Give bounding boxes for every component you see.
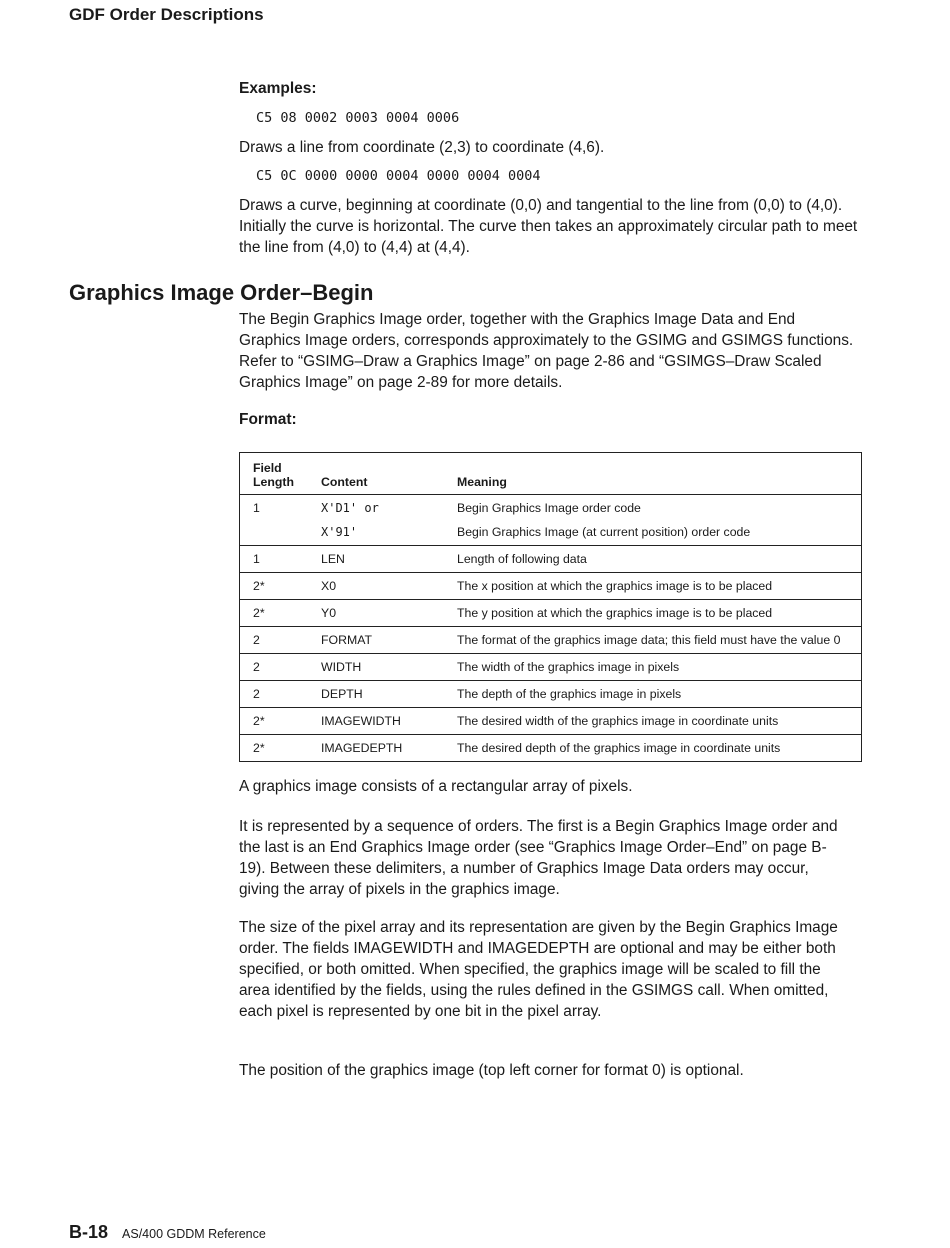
cell-meaning: The depth of the graphics image in pixels xyxy=(444,681,862,708)
example-desc-1: Draws a line from coordinate (2,3) to coordinate (4,6). xyxy=(239,139,605,156)
body-paragraph-1: A graphics image consists of a rectangular array of pixels. xyxy=(239,778,633,795)
table-row xyxy=(240,708,862,735)
cell-length: 2* xyxy=(240,600,309,627)
cell-length: 1 xyxy=(240,495,309,546)
cell-content: Y0 xyxy=(308,600,444,627)
cell-content: WIDTH xyxy=(308,654,444,681)
example-desc-2: Draws a curve, beginning at coordinate (0,0) and tangential to the line from (0,0) to (4,0). Initially the curve is horizontal. The curve then takes an approximately circular path to meet the line from (4,0) to (4,4) at (4,4). xyxy=(239,197,858,256)
cell-length: 2 xyxy=(240,654,309,681)
cell-meaning: The width of the graphics image in pixels xyxy=(444,654,862,681)
cell-meaning: The desired width of the graphics image in coordinate units xyxy=(444,708,862,735)
cell-meaning: The format of the graphics image data; this field must have the value 0 xyxy=(444,627,862,654)
cell-content: LEN xyxy=(308,546,444,573)
table-row xyxy=(240,495,862,546)
cell-content: DEPTH xyxy=(308,681,444,708)
cell-length: 2 xyxy=(240,627,309,654)
table-row xyxy=(240,600,862,627)
cell-length: 2 xyxy=(240,681,309,708)
header-field-length-line1: Field xyxy=(253,461,282,475)
example-code-2: C5 0C 0000 0000 0004 0000 0004 0004 xyxy=(256,168,541,184)
cell-meaning: The y position at which the graphics image is to be placed xyxy=(444,600,862,627)
cell-meaning-line1: Begin Graphics Image order code xyxy=(457,501,641,515)
table-row xyxy=(240,681,862,708)
cell-length: 1 xyxy=(240,546,309,573)
cell-meaning: The x position at which the graphics image is to be placed xyxy=(444,573,862,600)
examples-heading xyxy=(239,80,864,98)
cell-length: 2* xyxy=(240,708,309,735)
body-paragraph-2: It is represented by a sequence of orders. The first is a Begin Graphics Image order and the last is an End Graphics Image order (see “Graphics Image Order–End” on page B-19). Between these delimiters, a number of Graphics Image Data orders may occur, giving the array of pixels in the graphics image. xyxy=(239,818,838,898)
cell-meaning xyxy=(444,495,862,546)
header-field-length xyxy=(240,453,309,495)
format-heading: Format: xyxy=(239,411,297,428)
page-footer xyxy=(69,1222,266,1243)
header-meaning: Meaning xyxy=(444,453,862,495)
format-table xyxy=(239,452,862,762)
cell-meaning-line2: Begin Graphics Image (at current position) order code xyxy=(457,525,751,539)
section-intro: The Begin Graphics Image order, together with the Graphics Image Data and End Graphics Image orders, corresponds approximately to the GSIMG and GSIMGS functions. Refer to “GSIMG–Draw a Graphics Image” on page 2-86 and “GSIMGS–Draw Scaled Graphics Image” on page 2-89 for more details. xyxy=(239,311,854,391)
table-row xyxy=(240,735,862,762)
body-paragraph-4: The position of the graphics image (top left corner for format 0) is optional. xyxy=(239,1062,744,1079)
cell-content-line2: X'91' xyxy=(321,525,358,539)
cell-length: 2* xyxy=(240,573,309,600)
table-row xyxy=(240,546,862,573)
examples-label: Examples: xyxy=(239,80,317,97)
section-title: Graphics Image Order–Begin xyxy=(69,280,374,305)
cell-length: 2* xyxy=(240,735,309,762)
table-row xyxy=(240,573,862,600)
book-title: AS/400 GDDM Reference xyxy=(122,1227,266,1241)
cell-content: IMAGEDEPTH xyxy=(308,735,444,762)
cell-content: FORMAT xyxy=(308,627,444,654)
page-number: B-18 xyxy=(69,1222,109,1242)
cell-content xyxy=(308,495,444,546)
cell-meaning: Length of following data xyxy=(444,546,862,573)
table-header-row xyxy=(240,453,862,495)
body-paragraph-3: The size of the pixel array and its representation are given by the Begin Graphics Image order. The fields IMAGEWIDTH and IMAGEDEPTH are optional and may be either both specified, or both omitted. When specified, the graphics image will be scaled to fill the area identified by the fields, using the rules defined in the GSIMGS call. When omitted, each pixel is represented by one bit in the pixel array. xyxy=(239,919,838,1020)
cell-content: IMAGEWIDTH xyxy=(308,708,444,735)
table-row xyxy=(240,654,862,681)
cell-meaning: The desired depth of the graphics image in coordinate units xyxy=(444,735,862,762)
example-code-1: C5 08 0002 0003 0004 0006 xyxy=(256,110,460,126)
running-head: GDF Order Descriptions xyxy=(69,5,264,24)
header-field-length-line2: Length xyxy=(253,475,294,489)
cell-content: X0 xyxy=(308,573,444,600)
header-content: Content xyxy=(308,453,444,495)
cell-content-line1: X'D1' or xyxy=(321,501,379,515)
table-row xyxy=(240,627,862,654)
